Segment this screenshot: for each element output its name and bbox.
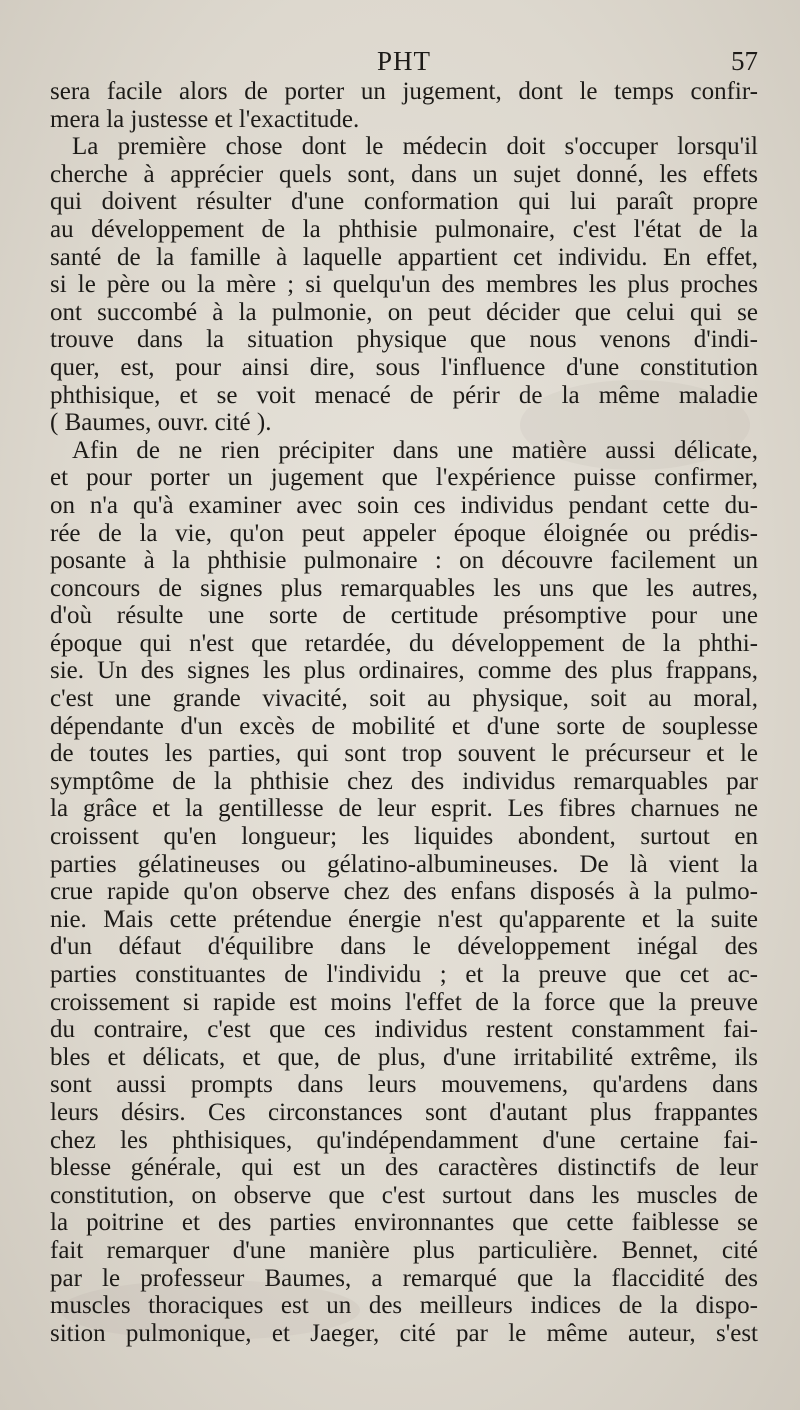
text-line: parties gélatineuses ou gélatino-albumineuses. De là vient la — [50, 850, 758, 878]
text-line: parties constituantes de l'individu ; et la preuve que cet ac- — [50, 961, 758, 988]
text-line: nie. Mais cette prétendue énergie n'est qu'apparente et la suite — [50, 905, 758, 933]
text-line: et pour porter un jugement que l'expérience puisse confirmer, — [50, 464, 758, 492]
body-text — [50, 78, 758, 1347]
text-line: croissent qu'en longueur; les liquides abondent, surtout en — [50, 823, 758, 851]
page-header — [50, 44, 758, 78]
text-line: ( Baumes, ouvr. cité ). — [50, 409, 272, 437]
running-title: PHT — [376, 46, 431, 76]
text-line: Afin de ne rien précipiter dans une matière aussi délicate, — [72, 436, 758, 464]
text-line: au développement de la phthisie pulmonaire, c'est l'état de la — [50, 215, 758, 243]
text-line: fait remarquer d'une manière plus particulière. Bennet, cité — [50, 1236, 758, 1264]
text-line: sont aussi prompts dans leurs mouvemens, qu'ardens dans — [50, 1071, 758, 1099]
text-line: trouve dans la situation physique que nous venons d'indi- — [50, 326, 758, 354]
text-line: posante à la phthisie pulmonaire : on découvre facilement un — [50, 547, 758, 575]
page-number: 57 — [731, 46, 758, 76]
text-line: muscles thoraciques est un des meilleurs indices de la dispo- — [50, 1292, 758, 1320]
text-line: mera la justesse et l'exactitude. — [50, 105, 360, 133]
text-line: symptôme de la phthisie chez des individus remarquables par — [50, 767, 758, 795]
text-line: sera facile alors de porter un jugement, dont le temps confir- — [50, 78, 758, 105]
text-line: croissement si rapide est moins l'effet de la force que la preuve — [50, 988, 758, 1016]
text-line: leurs désirs. Ces circonstances sont d'autant plus frappantes — [50, 1098, 758, 1126]
text-line: cherche à apprécier quels sont, dans un sujet donné, les effets — [50, 160, 758, 188]
text-line: blesse générale, qui est un des caractères distinctifs de leur — [50, 1154, 758, 1182]
text-line: on n'a qu'à examiner avec soin ces individus pendant cette du- — [50, 491, 758, 519]
text-line: de toutes les parties, qui sont trop souvent le précurseur et le — [50, 740, 758, 768]
text-line: bles et délicats, et que, de plus, d'une irritabilité extrême, ils — [50, 1043, 758, 1071]
text-line: sition pulmonique, et Jaeger, cité par le même auteur, s'est — [50, 1319, 758, 1347]
text-line: la poitrine et des parties environnantes que cette faiblesse se — [50, 1209, 758, 1237]
text-line: époque qui n'est que retardée, du développement de la phthi- — [50, 629, 758, 657]
text-line: qui doivent résulter d'une conformation qui lui paraît propre — [50, 188, 758, 216]
text-line: par le professeur Baumes, a remarqué que la flaccidité des — [50, 1264, 758, 1292]
text-line: concours de signes plus remarquables les uns que les autres, — [50, 574, 758, 602]
text-line: dépendante d'un excès de mobilité et d'une sorte de souplesse — [50, 712, 758, 740]
text-line: constitution, on observe que c'est surtout dans les muscles de — [50, 1181, 758, 1209]
text-line: du contraire, c'est que ces individus restent constamment fai- — [50, 1016, 758, 1044]
text-line: la grâce et la gentillesse de leur esprit. Les fibres charnues ne — [50, 795, 758, 823]
text-line: phthisique, et se voit menacé de périr de la même maladie — [50, 381, 758, 409]
text-line: crue rapide qu'on observe chez des enfans disposés à la pulmo- — [50, 878, 758, 906]
text-line: d'où résulte une sorte de certitude présomptive pour une — [50, 602, 758, 630]
text-line: ont succombé à la pulmonie, on peut décider que celui qui se — [50, 298, 758, 326]
text-line: c'est une grande vivacité, soit au physique, soit au moral, — [50, 685, 758, 713]
text-line: chez les phthisiques, qu'indépendamment d'une certaine fai- — [50, 1126, 758, 1154]
text-line: sie. Un des signes les plus ordinaires, comme des plus frappans, — [50, 657, 758, 685]
text-line: si le père ou la mère ; si quelqu'un des membres les plus proches — [50, 271, 758, 299]
text-line: d'un défaut d'équilibre dans le développement inégal des — [50, 933, 758, 961]
text-line: La première chose dont le médecin doit s'occuper lorsqu'il — [72, 133, 758, 161]
text-line: rée de la vie, qu'on peut appeler époque éloignée ou prédis- — [50, 519, 758, 547]
text-line: santé de la famille à laquelle appartient cet individu. En effet, — [50, 243, 758, 271]
text-line: quer, est, pour ainsi dire, sous l'influence d'une constitution — [50, 353, 758, 381]
